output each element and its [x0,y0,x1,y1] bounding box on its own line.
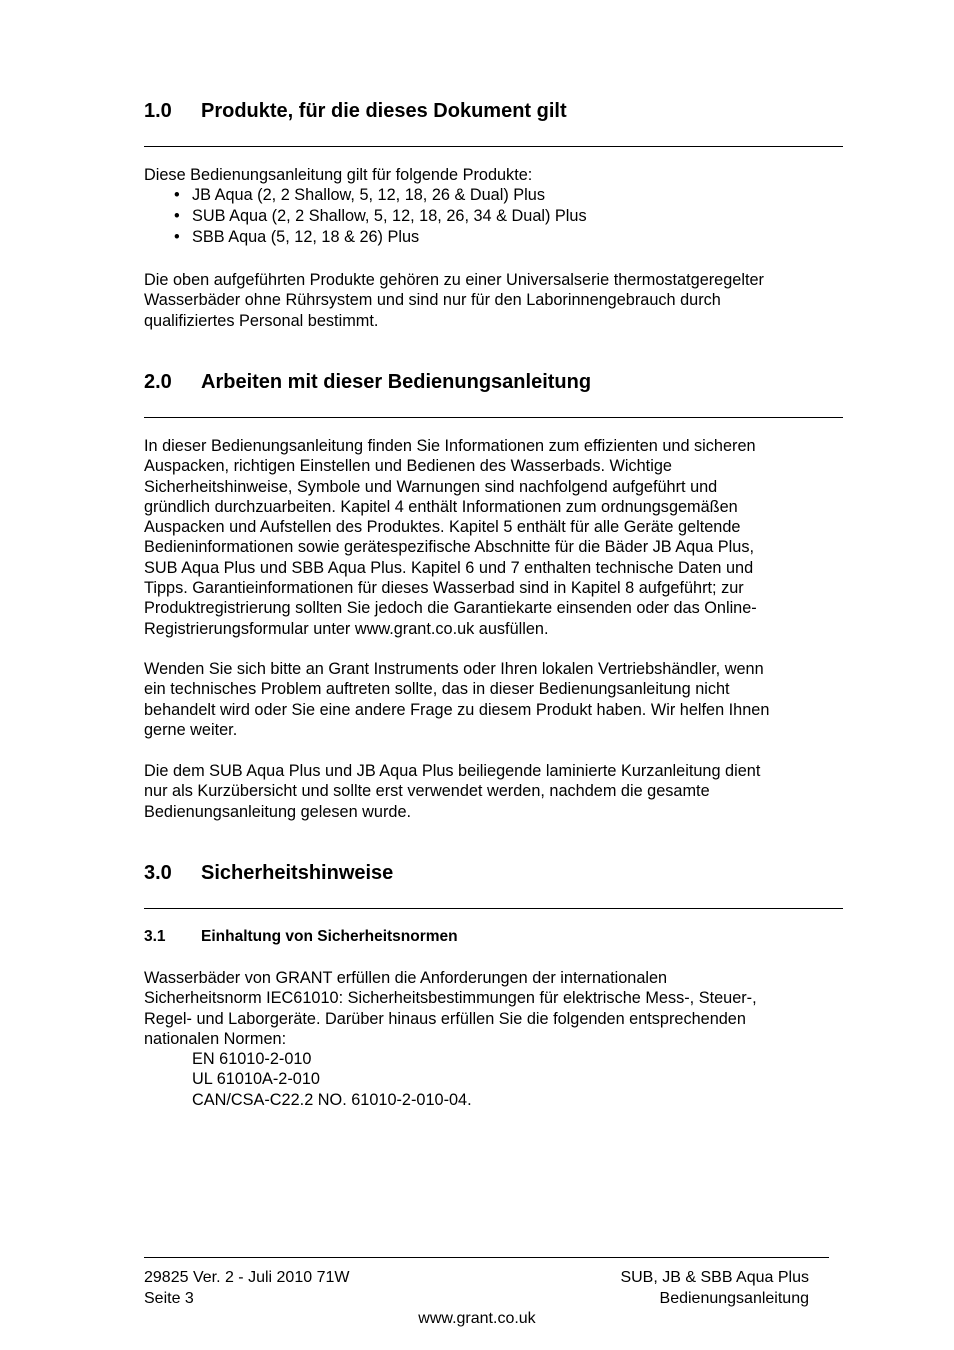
footer-divider [144,1257,829,1258]
paragraph-line: Wasserbäder ohne Rührsystem und sind nur für den Laborinnengebrauch durch [144,291,721,310]
footer-doc-type: Bedienungsanleitung [659,1289,809,1307]
bullet-icon: • [174,207,180,225]
footer-url: www.grant.co.uk [418,1310,536,1327]
paragraph-line: Sicherheitsnorm IEC61010: Sicherheitsbestimmungen für elektrische Mess-, Steuer-, [144,989,757,1008]
intro-text: Diese Bedienungsanleitung gilt für folgende Produkte: [144,166,533,184]
bullet-icon: • [174,186,180,204]
paragraph-line: gründlich durchzuarbeiten. Kapitel 4 enthält Informationen zum ordnungsgemäßen [144,497,738,516]
section-title: Arbeiten mit dieser Bedienungsanleitung [201,371,592,393]
paragraph-line: SUB Aqua Plus und SBB Aqua Plus. Kapitel 6 und 7 enthalten technische Daten und [144,558,754,577]
paragraph-line: Auspacken und Aufstellen des Produktes. Kapitel 5 enthält für alle Geräte geltende [144,518,741,537]
paragraph-line: Sicherheitshinweise, Symbole und Warnungen sind nachfolgend aufgeführt und [144,477,718,496]
paragraph-line: Tipps. Garantieinformationen für dieses Wasserbad sind in Kapitel 8 aufgeführt; zur [144,579,744,598]
paragraph-line: qualifiziertes Personal bestimmt. [144,311,379,330]
section-title: Sicherheitshinweise [201,862,394,884]
section-heading-2 [144,370,843,418]
section-number: 1.0 [144,100,172,122]
paragraph-line: Bedieninformationen sowie gerätespezifische Abschnitte für die Bäder JB Aqua Plus, [144,538,755,557]
paragraph-line: gerne weiter. [144,720,238,739]
footer-doc-ref: 29825 Ver. 2 - Juli 2010 71W [144,1269,350,1286]
section-2-paragraph-2 [144,659,834,740]
paragraph-line: nationalen Normen: [144,1029,287,1048]
paragraph-line: Die dem SUB Aqua Plus und JB Aqua Plus beiliegende laminierte Kurzanleitung dient [144,762,761,780]
bullet-icon: • [174,228,180,246]
paragraph-line: Auspacken, richtigen Einstellen und Bedienen des Wasserbads. Wichtige [144,457,672,476]
paragraph-line: Bedienungsanleitung gelesen wurde. [144,802,412,821]
footer-left [144,1268,349,1309]
norm-item: UL 61010A-2-010 [192,1070,320,1089]
section-1-intro [144,165,834,185]
section-number: 3.0 [144,862,172,884]
section-title: Produkte, für die dieses Dokument gilt [201,100,567,122]
norm-item: CAN/CSA-C22.2 NO. 61010-2-010-04. [192,1090,472,1109]
section-heading-1 [144,99,843,147]
paragraph-line: In dieser Bedienungsanleitung finden Sie Informationen zum effizienten und sicheren [144,437,756,455]
footer-right [620,1268,809,1309]
paragraph-line: ein technisches Problem auftreten sollte, das in dieser Bedienungsanleitung nicht [144,680,730,699]
section-3-1-paragraph [144,968,834,1049]
subsection-number: 3.1 [144,928,166,945]
paragraph-line: Regel- und Laborgeräte. Darüber hinaus erfüllen Sie die folgenden entsprechenden [144,1009,746,1028]
list-item-text: JB Aqua (2, 2 Shallow, 5, 12, 18, 26 & Dual) Plus [192,186,545,204]
section-number: 2.0 [144,371,172,393]
subsection-title: Einhaltung von Sicherheitsnormen [201,928,458,945]
paragraph-line: Die oben aufgeführten Produkte gehören zu einer Universalserie thermostatgeregelter [144,271,764,289]
section-heading-3 [144,861,843,909]
product-list [144,185,587,248]
list-item [144,206,587,227]
list-item [144,185,587,206]
section-2-paragraph-3 [144,761,834,822]
list-item [144,227,587,248]
footer-product: SUB, JB & SBB Aqua Plus [620,1269,809,1286]
section-1-paragraph [144,270,834,331]
list-item-text: SBB Aqua (5, 12, 18 & 26) Plus [192,228,420,246]
paragraph-line: Wasserbäder von GRANT erfüllen die Anforderungen der internationalen [144,969,668,987]
paragraph-line: nur als Kurzübersicht und sollte erst verwendet werden, nachdem die gesamte [144,782,710,801]
section-2-paragraph-1 [144,436,834,639]
paragraph-line: Produktregistrierung sollten Sie jedoch die Garantiekarte einsenden oder das Online- [144,599,757,618]
norm-item: EN 61010-2-010 [192,1050,312,1068]
list-item-text: SUB Aqua (2, 2 Shallow, 5, 12, 18, 26, 34 & Dual) Plus [192,207,587,225]
paragraph-line: Registrierungsformular unter www.grant.co.uk ausfüllen. [144,619,549,638]
paragraph-line: behandelt wird oder Sie eine andere Frage zu diesem Produkt haben. Wir helfen Ihnen [144,700,770,719]
paragraph-line: Wenden Sie sich bitte an Grant Instruments oder Ihren lokalen Vertriebshändler, wenn [144,660,764,678]
norms-list [192,1049,472,1110]
footer-page-number: Seite 3 [144,1289,194,1307]
